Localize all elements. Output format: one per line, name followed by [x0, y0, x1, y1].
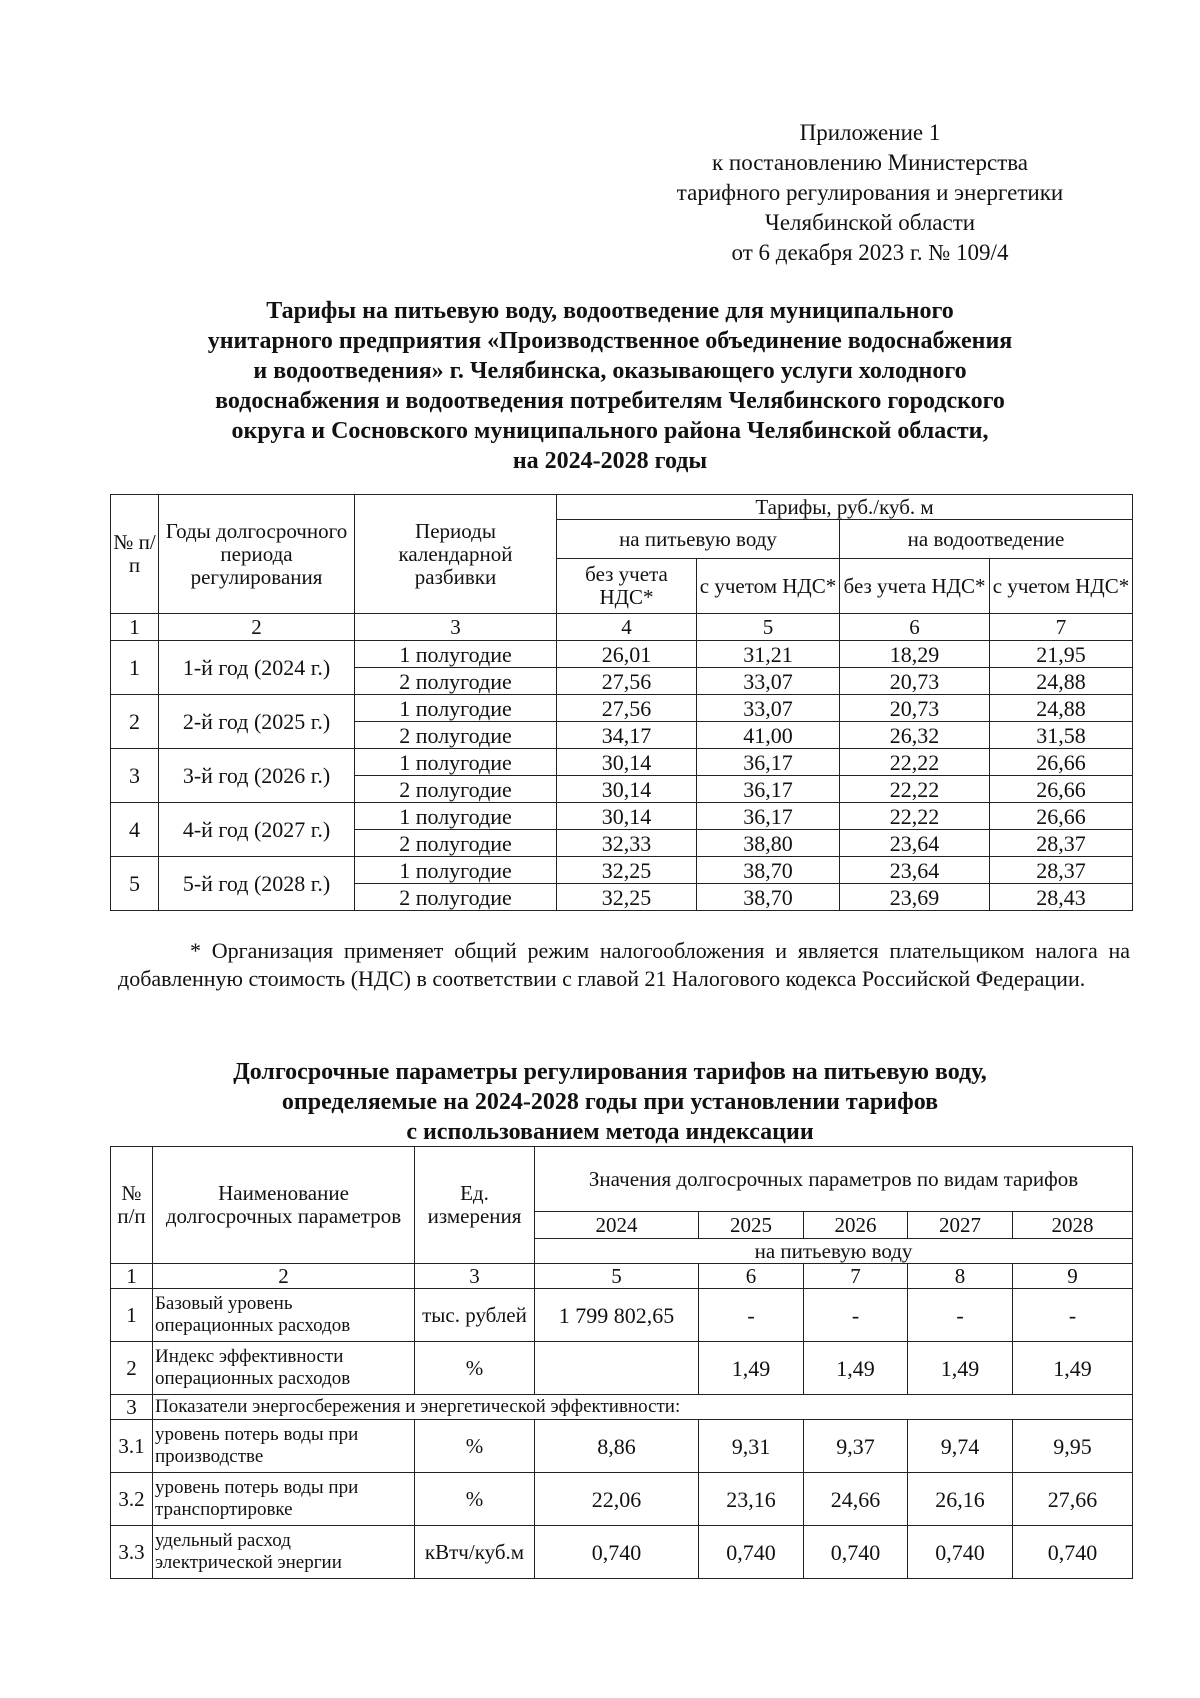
header-periods: Периоды календарной разбивки [355, 495, 557, 614]
title-line: унитарного предприятия «Производственное объединение водоснабжения [207, 328, 1013, 354]
header-name: Наименование долгосрочных параметров [153, 1147, 415, 1264]
row-period: 2 полугодие [355, 668, 557, 695]
cell-value [535, 1342, 699, 1395]
cell-value: 31,21 [697, 641, 840, 668]
param-name: Базовый уровень операционных расходов [153, 1289, 415, 1342]
param-unit: % [415, 1473, 535, 1526]
cell-value: 23,16 [699, 1473, 804, 1526]
header-no-vat: без учета НДС* [557, 559, 697, 614]
cell-value: 1,49 [1013, 1342, 1133, 1395]
header-years: Годы долгосрочного периода регулирования [159, 495, 355, 614]
row-period: 1 полугодие [355, 695, 557, 722]
tariffs-table [110, 494, 1133, 911]
cell-value: 36,17 [697, 776, 840, 803]
row-year: 2-й год (2025 г.) [159, 695, 355, 749]
table-row [111, 641, 1133, 668]
row-num: 3 [111, 1395, 153, 1420]
cell-value: - [908, 1289, 1013, 1342]
cell-value: 0,740 [699, 1526, 804, 1579]
appendix-line: к постановлению Министерства [711, 150, 1029, 175]
cell-value: 23,69 [840, 884, 990, 911]
row-period: 2 полугодие [355, 884, 557, 911]
cell-value: 34,17 [557, 722, 697, 749]
cell-value: 33,07 [697, 668, 840, 695]
footnote-text: * Организация применяет общий режим налогообложения и является плательщиком налога на добавленную стоимость (НДС) в соответствии с главой 21 Налогового кодекса Российской Федерации. [118, 938, 1130, 991]
cell-value: 9,95 [1013, 1420, 1133, 1473]
header-num: № п/п [111, 1147, 153, 1264]
col-number: 5 [697, 614, 840, 641]
header-with-vat: с учетом НДС* [697, 559, 840, 614]
row-num: 3.1 [111, 1420, 153, 1473]
row-period: 1 полугодие [355, 641, 557, 668]
cell-value: 1,49 [908, 1342, 1013, 1395]
cell-value: 27,56 [557, 668, 697, 695]
header-num: № п/п [111, 495, 159, 614]
cell-value: 1,49 [804, 1342, 908, 1395]
header-sewage: на водоотведение [840, 520, 1133, 559]
table-row [111, 803, 1133, 830]
col-number: 6 [840, 614, 990, 641]
cell-value: 26,16 [908, 1473, 1013, 1526]
cell-value: 21,95 [990, 641, 1133, 668]
col-number: 3 [415, 1264, 535, 1289]
cell-value: 36,17 [697, 803, 840, 830]
cell-value: 9,31 [699, 1420, 804, 1473]
cell-value: 0,740 [908, 1526, 1013, 1579]
cell-value: - [804, 1289, 908, 1342]
cell-value: 30,14 [557, 749, 697, 776]
cell-value: 32,25 [557, 857, 697, 884]
title-line: водоснабжения и водоотведения потребителям Челябинского городского [215, 388, 1005, 414]
header-year: 2026 [804, 1212, 908, 1239]
cell-value: - [1013, 1289, 1133, 1342]
col-number: 2 [153, 1264, 415, 1289]
param-unit: % [415, 1342, 535, 1395]
header-with-vat: с учетом НДС* [990, 559, 1133, 614]
appendix-header [600, 118, 1140, 268]
cell-value: 30,14 [557, 776, 697, 803]
cell-value: 9,74 [908, 1420, 1013, 1473]
col-number: 7 [990, 614, 1133, 641]
cell-value: 38,70 [697, 884, 840, 911]
cell-value: 1,49 [699, 1342, 804, 1395]
cell-value: 32,33 [557, 830, 697, 857]
row-num: 3 [111, 749, 159, 803]
col-number: 3 [355, 614, 557, 641]
row-year: 4-й год (2027 г.) [159, 803, 355, 857]
cell-value: 36,17 [697, 749, 840, 776]
cell-value: 9,37 [804, 1420, 908, 1473]
table-row [111, 1473, 1133, 1526]
cell-value: - [699, 1289, 804, 1342]
param-name: уровень потерь воды при производстве [153, 1420, 415, 1473]
col-number: 5 [535, 1264, 699, 1289]
cell-value: 20,73 [840, 695, 990, 722]
param-name: Индекс эффективности операционных расходов [153, 1342, 415, 1395]
cell-value: 0,740 [535, 1526, 699, 1579]
header-year: 2025 [699, 1212, 804, 1239]
cell-value: 20,73 [840, 668, 990, 695]
col-number: 2 [159, 614, 355, 641]
header-year: 2024 [535, 1212, 699, 1239]
param-name: удельный расход электрической энергии [153, 1526, 415, 1579]
cell-value: 1 799 802,65 [535, 1289, 699, 1342]
col-number: 8 [908, 1264, 1013, 1289]
row-num: 3.3 [111, 1526, 153, 1579]
header-year: 2028 [1013, 1212, 1133, 1239]
table-row [111, 1342, 1133, 1395]
cell-value: 33,07 [697, 695, 840, 722]
cell-value: 38,80 [697, 830, 840, 857]
cell-value: 22,06 [535, 1473, 699, 1526]
row-period: 2 полугодие [355, 830, 557, 857]
row-period: 1 полугодие [355, 803, 557, 830]
title-line: с использованием метода индексации [406, 1119, 814, 1145]
table-row [111, 1289, 1133, 1342]
row-period: 2 полугодие [355, 776, 557, 803]
table-row [111, 1420, 1133, 1473]
cell-value: 30,14 [557, 803, 697, 830]
cell-value: 28,43 [990, 884, 1133, 911]
appendix-line: Челябинской области [764, 210, 976, 235]
cell-value: 38,70 [697, 857, 840, 884]
cell-value: 22,22 [840, 749, 990, 776]
cell-value: 41,00 [697, 722, 840, 749]
cell-value: 26,66 [990, 749, 1133, 776]
row-period: 1 полугодие [355, 749, 557, 776]
appendix-line: тарифного регулирования и энергетики [676, 180, 1064, 205]
tariffs-title [110, 296, 1110, 476]
row-num: 5 [111, 857, 159, 911]
header-water: на питьевую воду [557, 520, 840, 559]
col-number: 9 [1013, 1264, 1133, 1289]
table-row [111, 695, 1133, 722]
cell-value: 31,58 [990, 722, 1133, 749]
header-year: 2027 [908, 1212, 1013, 1239]
cell-value: 27,56 [557, 695, 697, 722]
table-row [111, 1526, 1133, 1579]
header-no-vat: без учета НДС* [840, 559, 990, 614]
row-period: 1 полугодие [355, 857, 557, 884]
title-line: на 2024-2028 годы [512, 448, 708, 474]
title-line: и водоотведения» г. Челябинска, оказывающего услуги холодного [253, 358, 967, 384]
row-num: 2 [111, 1342, 153, 1395]
cell-value: 28,37 [990, 857, 1133, 884]
cell-value: 18,29 [840, 641, 990, 668]
row-year: 3-й год (2026 г.) [159, 749, 355, 803]
cell-value: 32,25 [557, 884, 697, 911]
appendix-line: Приложение 1 [799, 120, 941, 145]
title-line: Долгосрочные параметры регулирования тарифов на питьевую воду, [233, 1059, 987, 1085]
row-num: 4 [111, 803, 159, 857]
col-number: 1 [111, 1264, 153, 1289]
cell-value: 27,66 [1013, 1473, 1133, 1526]
section-heading: Показатели энергосбережения и энергетической эффективности: [153, 1395, 1133, 1420]
param-unit: кВтч/куб.м [415, 1526, 535, 1579]
cell-value: 23,64 [840, 830, 990, 857]
cell-value: 8,86 [535, 1420, 699, 1473]
cell-value: 23,64 [840, 857, 990, 884]
table-row [111, 1395, 1133, 1420]
row-num: 1 [111, 641, 159, 695]
cell-value: 26,66 [990, 803, 1133, 830]
cell-value: 22,22 [840, 803, 990, 830]
cell-value: 0,740 [804, 1526, 908, 1579]
col-number: 7 [804, 1264, 908, 1289]
parameters-title [110, 1057, 1110, 1147]
cell-value: 26,01 [557, 641, 697, 668]
row-year: 1-й год (2024 г.) [159, 641, 355, 695]
cell-value: 0,740 [1013, 1526, 1133, 1579]
cell-value: 26,32 [840, 722, 990, 749]
header-tariffs: Тарифы, руб./куб. м [557, 495, 1133, 520]
title-line: определяемые на 2024-2028 годы при установлении тарифов [281, 1089, 939, 1115]
cell-value: 22,22 [840, 776, 990, 803]
header-water: на питьевую воду [535, 1239, 1133, 1264]
param-name: уровень потерь воды при транспортировке [153, 1473, 415, 1526]
row-num: 2 [111, 695, 159, 749]
row-year: 5-й год (2028 г.) [159, 857, 355, 911]
title-line: Тарифы на питьевую воду, водоотведение для муниципального [266, 298, 954, 324]
param-unit: % [415, 1420, 535, 1473]
cell-value: 24,88 [990, 695, 1133, 722]
vat-footnote [118, 937, 1130, 993]
table-row [111, 749, 1133, 776]
col-number: 1 [111, 614, 159, 641]
param-unit: тыс. рублей [415, 1289, 535, 1342]
parameters-table [110, 1146, 1133, 1579]
cell-value: 24,66 [804, 1473, 908, 1526]
col-number: 6 [699, 1264, 804, 1289]
row-num: 3.2 [111, 1473, 153, 1526]
row-num: 1 [111, 1289, 153, 1342]
col-number: 4 [557, 614, 697, 641]
cell-value: 26,66 [990, 776, 1133, 803]
title-line: округа и Сосновского муниципального района Челябинской области, [231, 418, 989, 444]
cell-value: 28,37 [990, 830, 1133, 857]
header-unit: Ед. измерения [415, 1147, 535, 1264]
table-row [111, 857, 1133, 884]
row-period: 2 полугодие [355, 722, 557, 749]
cell-value: 24,88 [990, 668, 1133, 695]
appendix-line: от 6 декабря 2023 г. № 109/4 [731, 240, 1009, 265]
header-values: Значения долгосрочных параметров по видам тарифов [535, 1147, 1133, 1212]
